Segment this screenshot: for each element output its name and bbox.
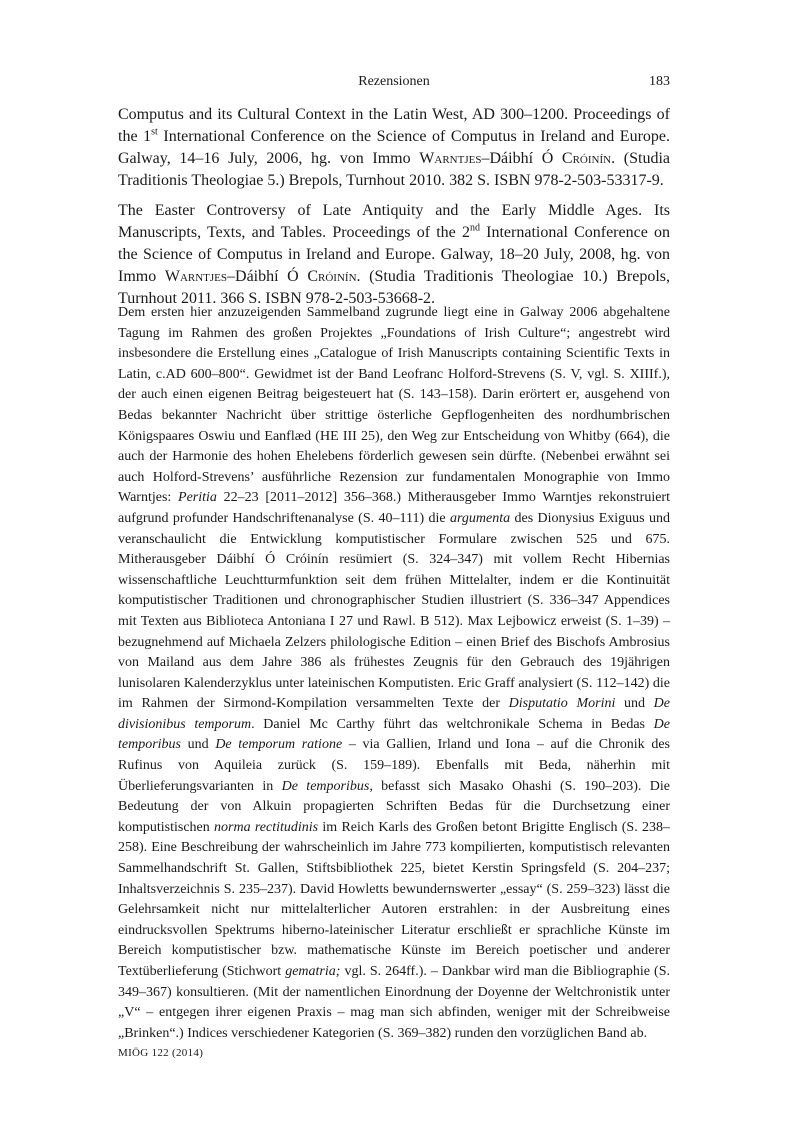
book-title-part: The Easter Controversy of Late Antiquity and the Early Middle Ages. Its Manuscripts, Texts, and Tables. Proceedings of the 2 <box>118 202 670 241</box>
page <box>118 0 670 1129</box>
reviewed-book-1 <box>118 104 670 192</box>
review-italic: Peritia <box>178 490 217 506</box>
review-text: Dem ersten hier anzuzeigenden Sammelband zugrunde liegt eine in Galway 2006 abgehaltene Tagung im Rahmen des großen Projektes „Foundations of Irish Culture“; angestrebt wird insbesondere die Erstellung eines „Catalogue of Irish Manuscripts containing Scientific Texts in Latin, c.AD 600–800“. Gewidmet ist der Band Leofranc Holford-Strevens (S. V, vgl. S. XIIIf.), der auch einen eigenen Beitrag beigesteuert hat (S. 143–158). Darin erörtert er, ausgehend von Bedas bekannter Nachricht über strittige österliche Gepflogenheiten des nordhumbrischen Königspaares Oswiu und Eanflæd (HE III 25), den Weg zur Entscheidung von Whitby (664), die auch der Harmonie des hohen Ehelebens förderlich gewesen sein dürfte. (Nebenbei erwähnt sei auch Holford-Strevens’ ausführliche Rezension zur fundamentalen Monographie von Immo Warntjes: <box>118 305 670 506</box>
name-dash: – <box>227 268 236 285</box>
editor-name: Cróinín <box>561 150 612 167</box>
editor-name: Dáibhí Ó <box>235 268 308 285</box>
review-text: , befasst sich Masako Ohashi (S. 190–203). Die Bedeutung der von Alkuin propagierten Schriften Bedas für die Durchsetzung einer komputistischen <box>118 778 670 835</box>
editor-name: Warntjes <box>419 150 482 167</box>
book-title-part: Computus and its Cultural Context in the Latin West, AD 300–1200. Proceedings of the 1 <box>118 106 670 145</box>
review-text: vgl. S. 264ff.). – Dankbar wird man die Bibliographie (S. 349–367) konsultieren. (Mit der namentlichen Einordnung der Doyenne der Weltchronistik unter „V“ – entgegen ihrer eigenen Praxis – mag man sich abfinden, weniger mit der Schreibweise „Brinken“.) Indices verschiedener Kategorien (S. 369–382) runden den vorzüglichen Band ab. <box>118 964 670 1041</box>
book-details: . (Studia Traditionis Theologiae 5.) Brepols, Turnhout 2010. 382 S. ISBN 978-2-503-53317-9. <box>118 150 670 189</box>
editor-name: Warntjes <box>164 268 228 285</box>
review-italic: norma rectitudinis <box>214 819 319 835</box>
editor-name: Cróinín <box>307 268 357 285</box>
editor-name: Dáibhí Ó <box>489 150 562 167</box>
reviewed-book-2 <box>118 200 670 310</box>
journal-footer: MIÖG 122 (2014) <box>118 1047 204 1059</box>
review-body <box>118 303 670 1044</box>
book-title-part: International Conference on the Science of Computus in Ireland and Europe. Galway, 14–16 July, 2006, hg. von Immo <box>118 128 671 167</box>
running-title: Rezensionen <box>358 74 430 89</box>
book-title-part: International Conference on the Science of Computus in Ireland and Europe. Galway, 18–20 July, 2008, hg. von Immo <box>118 224 670 285</box>
name-dash: – <box>481 150 490 167</box>
book-details: . (Studia Traditionis Theologiae 10.) Brepols, Turnhout 2011. 366 S. ISBN 978-2-503-53668-2. <box>118 268 670 307</box>
ordinal-suffix: st <box>151 126 158 138</box>
review-text: und <box>181 737 216 753</box>
review-italic: De temporum ratione <box>215 737 343 753</box>
review-italic: gematria; <box>285 964 341 979</box>
review-text: 22–23 [2011–2012] 356–368.) Mitherausgeber Immo Warntjes rekonstruiert aufgrund profunder Handschriftenanalyse (S. 40–111) die <box>118 490 670 526</box>
review-italic: argumenta <box>449 510 511 526</box>
review-text: – via Gallien, Irland und Iona – auf die Chronik des Rufinus von Aquileia zurück (S. 159–189). Ebenfalls mit Beda, näherhin mit Überlieferungsvarianten in <box>118 737 671 794</box>
review-text: . Daniel Mc Carthy führt das weltchronikale Schema in Bedas <box>251 716 654 732</box>
review-italic: Disputatio Morini <box>508 696 616 712</box>
review-italic: De temporibus <box>118 716 670 753</box>
review-italic: De divisionibus temporum <box>118 696 670 732</box>
review-italic: De temporibus <box>281 778 370 794</box>
ordinal-suffix: nd <box>469 222 480 234</box>
page-number: 183 <box>649 74 670 89</box>
review-text: des Dionysius Exiguus und veranschaulicht die Entwicklung komputistischer Formulare zwischen 525 und 675. Mitherausgeber Dáibhí Ó Cróinín resümiert (S. 324–347) mit vollem Recht Hibernias wissenschaftliche Leuchtturmfunktion seit dem frühen Mittelalter, indem er die Kontinuität komputistischer Traditionen und chronographischer Studien illustriert (S. 336–347 Appendices mit Texten aus Biblioteca Antoniana I 27 und Rawl. B 512). Max Lejbowicz erweist (S. 1–39) – bezugnehmend auf Michaela Zelzers philologische Edition – einen Brief des Bischofs Ambrosius von Mailand aus dem Jahre 386 als frühestes Zeugnis für den Gebrauch des 19jährigen lunisolaren Kalenderzyklus unter lateinischen Komputisten. Eric Graff analysiert (S. 112–142) die im Rahmen der Sirmond-Kompilation versammelten Texte der <box>118 510 670 712</box>
review-text: im Reich Karls des Großen betont Brigitte Englisch (S. 238–258). Eine Beschreibung der wahrscheinlich im Jahre 773 kompilierten, komputistisch relevanten Sammelhandschrift St. Gallen, Stiftsbibliothek 225, bietet Kerstin Springsfeld (S. 204–237; Inhaltsverzeichnis S. 235–237). David Howletts bewundernswerter „essay“ (S. 259–323) lässt die Gelehrsamkeit nicht nur mittelalterlicher Autoren erstrahlen: in der Ausbreitung eines eindrucksvollen Spektrums hiberno-lateinischer Literatur erschließt er sprachliche Künste im Bereich komputistischer bzw. mathematische Künste im Bereich poetischer und anderer Textüberlieferung (Stichwort <box>118 819 670 979</box>
review-text: und <box>615 696 654 712</box>
running-header <box>118 74 670 94</box>
